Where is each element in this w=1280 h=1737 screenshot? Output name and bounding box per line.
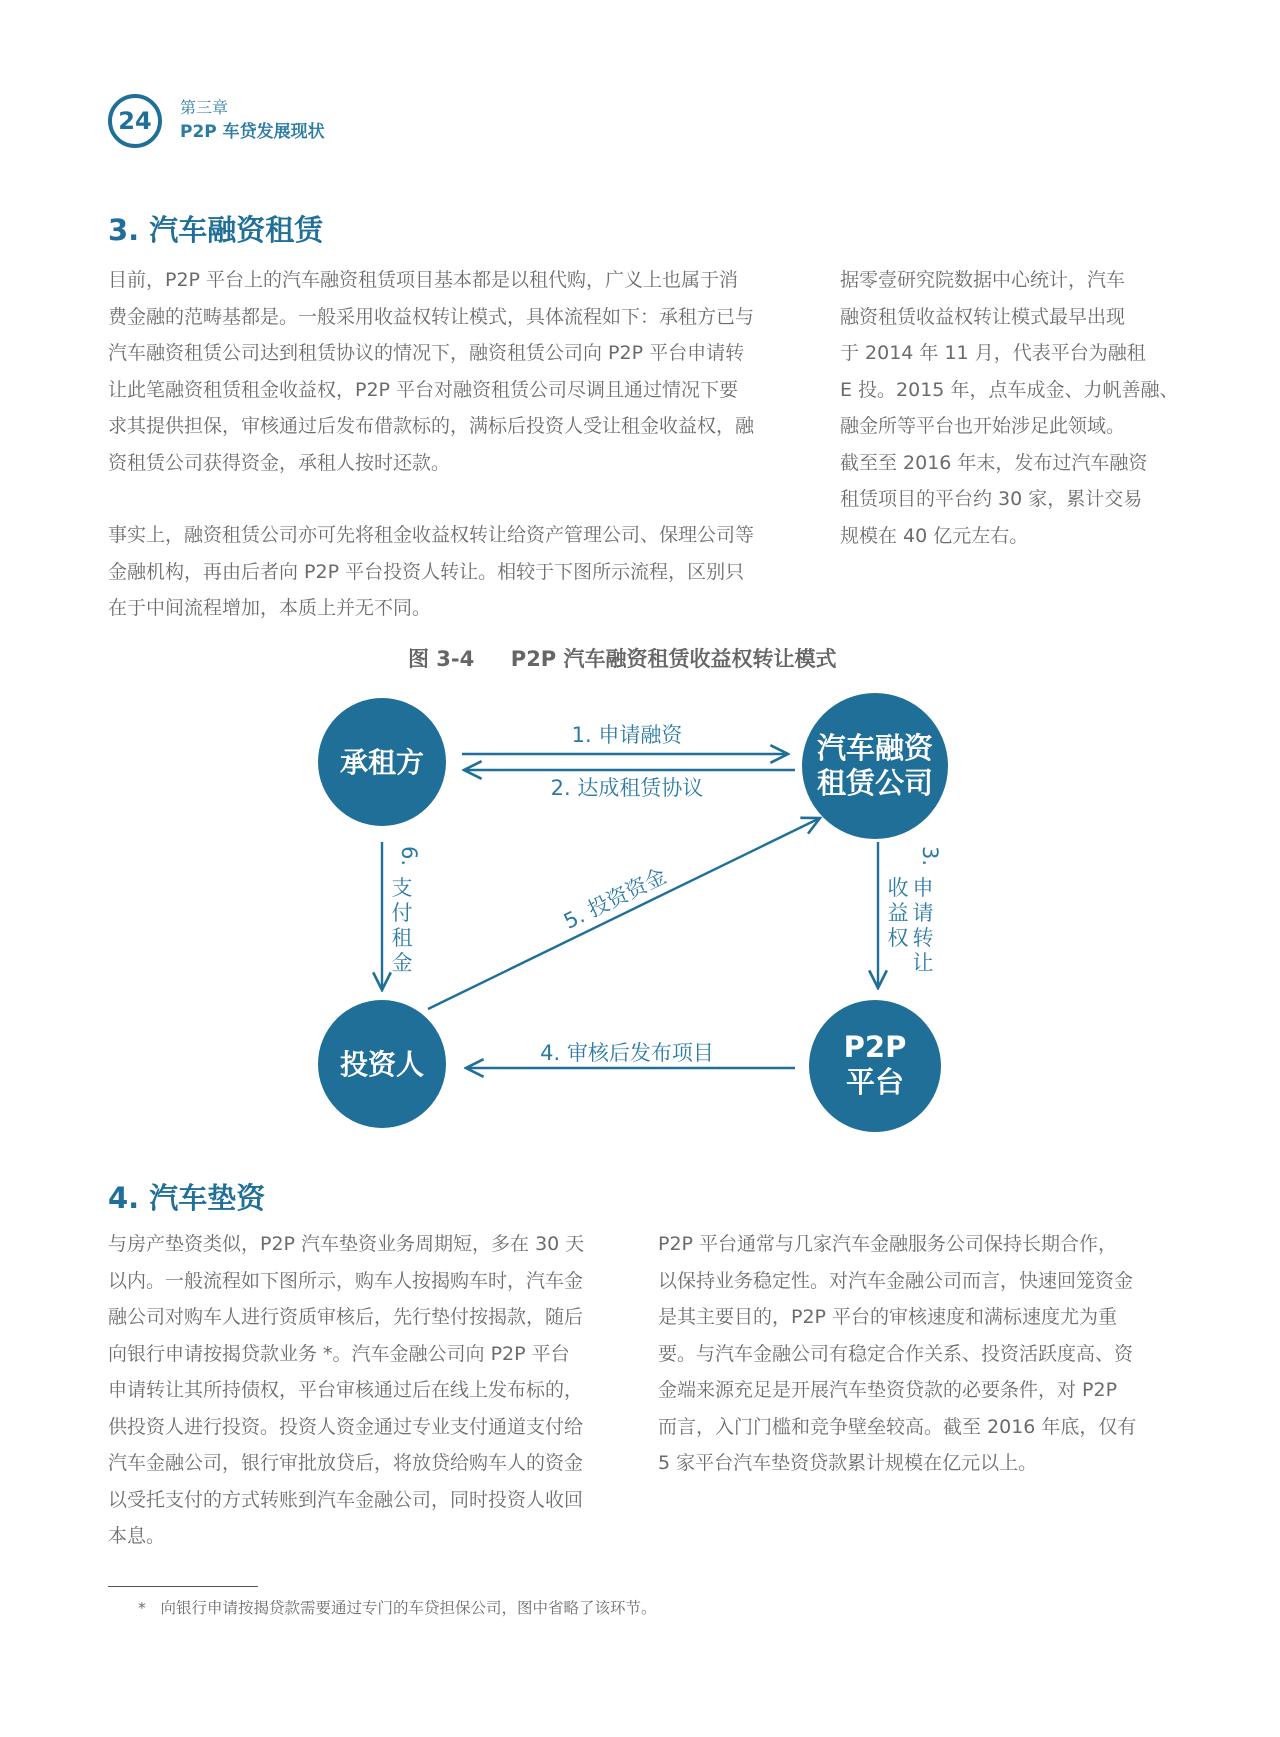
text-line: 申请转让其所持债权，平台审核通过后在线上发布标的， xyxy=(108,1379,584,1401)
text-line: 租赁项目的平台约 30 家，累计交易 xyxy=(840,488,1143,510)
text-line: 截至至 2016 年末，发布过汽车融资 xyxy=(840,451,1148,474)
node-investor-label: 投资人 xyxy=(339,1048,425,1081)
label-pay-rent xyxy=(392,846,422,975)
text-line: 金融机构，再由后者向 P2P 平台投资人转让。相较于下图所示流程，区别只 xyxy=(108,560,745,583)
footnote-divider xyxy=(108,1586,258,1587)
node-p2p-platform xyxy=(809,1000,941,1132)
label-lease-agreement: 2. 达成租赁协议 xyxy=(550,776,704,800)
text-line: 以受托支付的方式转账到汽车金融公司，同时投资人收回 xyxy=(108,1488,584,1511)
chapter-label: 第三章 xyxy=(180,98,229,117)
node-investor xyxy=(318,1000,446,1128)
text-line: 以内。一般流程如下图所示，购车人按揭购车时，汽车金 xyxy=(108,1269,584,1292)
label-pay-rent-char: 金 xyxy=(391,951,413,975)
text-line: 让此笔融资租赁租金收益权，P2P 平台对融资租赁公司尽调且通过情况下要 xyxy=(108,378,739,401)
text-line: 求其提供担保，审核通过后发布借款标的，满标后投资人受让租金收益权，融 xyxy=(108,415,755,437)
label-transfer-rights-char: 申 xyxy=(912,876,934,900)
label-transfer-rights-col2-char: 权 xyxy=(887,926,909,950)
label-pay-rent-char: 租 xyxy=(391,926,413,950)
label-transfer-rights-col2-char: 益 xyxy=(887,901,909,925)
label-transfer-rights xyxy=(888,846,943,975)
text-line: 目前，P2P 平台上的汽车融资租赁项目基本都是以租代购，广义上也属于消 xyxy=(108,269,739,291)
text-line: 而言，入门门槛和竞争壁垒较高。截至 2016 年底，仅有 xyxy=(658,1415,1137,1438)
text-line: 要。与汽车金融公司有稳定合作关系、投资活跃度高、资 xyxy=(658,1342,1134,1365)
node-p2p-platform-label-1: P2P xyxy=(843,1030,907,1064)
node-lessee xyxy=(318,698,446,826)
text-line: 本息。 xyxy=(108,1525,166,1547)
node-p2p-platform-label-2: 平台 xyxy=(845,1065,905,1099)
section-4-left-para xyxy=(108,1226,584,1555)
text-line: 规模在 40 亿元左右。 xyxy=(840,524,1029,547)
text-line: 5 家平台汽车垫资贷款累计规模在亿元以上。 xyxy=(658,1452,1038,1474)
text-line: 是其主要目的，P2P 平台的审核速度和满标速度尤为重 xyxy=(658,1306,1118,1328)
node-lessee-label: 承租方 xyxy=(339,746,425,779)
label-pay-rent-num: 6. xyxy=(397,845,421,867)
text-line: 向银行申请按揭贷款业务 *。汽车金融公司向 P2P 平台 xyxy=(108,1342,570,1365)
label-apply-financing: 1. 申请融资 xyxy=(571,723,683,747)
label-pay-rent-char: 支 xyxy=(391,876,413,900)
label-transfer-rights-char: 转 xyxy=(912,926,934,950)
text-line: E 投。2015 年，点车成金、力帆善融、 xyxy=(840,378,1179,401)
label-transfer-rights-col2-char: 收 xyxy=(887,876,909,900)
figure-caption: 图 3-4 P2P 汽车融资租赁收益权转让模式 xyxy=(408,647,837,671)
text-line: 在于中间流程增加，本质上并无不同。 xyxy=(108,597,432,619)
text-line: 融资租赁收益权转让模式最早出现 xyxy=(840,305,1126,328)
text-line: 汽车金融公司，银行审批放贷后，将放贷给购车人的资金 xyxy=(108,1452,584,1474)
label-transfer-rights-num: 3. xyxy=(918,845,942,867)
node-leasing-company-label-1: 汽车融资 xyxy=(816,731,934,765)
footnote: * 向银行申请按揭贷款需要通过专门的车贷担保公司，图中省略了该环节。 xyxy=(138,1599,657,1617)
section-3-heading: 3. 汽车融资租赁 xyxy=(108,213,324,247)
text-line: 费金融的范畴基都是。一般采用收益权转让模式，具体流程如下：承租方已与 xyxy=(108,305,755,328)
arrow-invest-funds xyxy=(428,818,820,1009)
section-4-heading: 4. 汽车垫资 xyxy=(108,1181,266,1215)
text-line: 金端来源充足是开展汽车垫资贷款的必要条件，对 P2P xyxy=(658,1379,1118,1401)
section-4-right-para xyxy=(658,1226,1136,1482)
page-number: 24 xyxy=(118,107,152,135)
text-line: 于 2014 年 11 月，代表平台为融租 xyxy=(840,342,1146,364)
node-leasing-company-label-2: 租赁公司 xyxy=(816,766,934,800)
label-transfer-rights-char: 让 xyxy=(912,951,934,975)
text-line: 供投资人进行投资。投资人资金通过专业支付通道支付给 xyxy=(108,1415,584,1438)
chapter-title: P2P 车贷发展现状 xyxy=(180,122,325,142)
label-transfer-rights-char: 请 xyxy=(912,901,934,925)
text-line: 据零壹研究院数据中心统计，汽车 xyxy=(840,269,1126,291)
text-line: P2P 平台通常与几家汽车金融服务公司保持长期合作， xyxy=(658,1233,1118,1255)
text-line: 汽车融资租赁公司达到租赁协议的情况下，融资租赁公司向 P2P 平台申请转 xyxy=(108,342,745,364)
label-invest-funds: 5. 投资资金 xyxy=(559,863,670,934)
text-line: 融公司对购车人进行资质审核后，先行垫付按揭款，随后 xyxy=(108,1306,584,1328)
node-leasing-company xyxy=(802,693,948,839)
text-line: 事实上，融资租赁公司亦可先将租金收益权转让给资产管理公司、保理公司等 xyxy=(108,524,755,546)
label-pay-rent-char: 付 xyxy=(391,901,413,925)
label-publish-project: 4. 审核后发布项目 xyxy=(540,1041,714,1065)
text-line: 融金所等平台也开始涉足此领域。 xyxy=(840,415,1126,437)
text-line: 资租赁公司获得资金，承租人按时还款。 xyxy=(108,451,451,474)
text-line: 以保持业务稳定性。对汽车金融公司而言，快速回笼资金 xyxy=(658,1269,1134,1292)
text-line: 与房产垫资类似，P2P 汽车垫资业务周期短，多在 30 天 xyxy=(108,1233,585,1255)
